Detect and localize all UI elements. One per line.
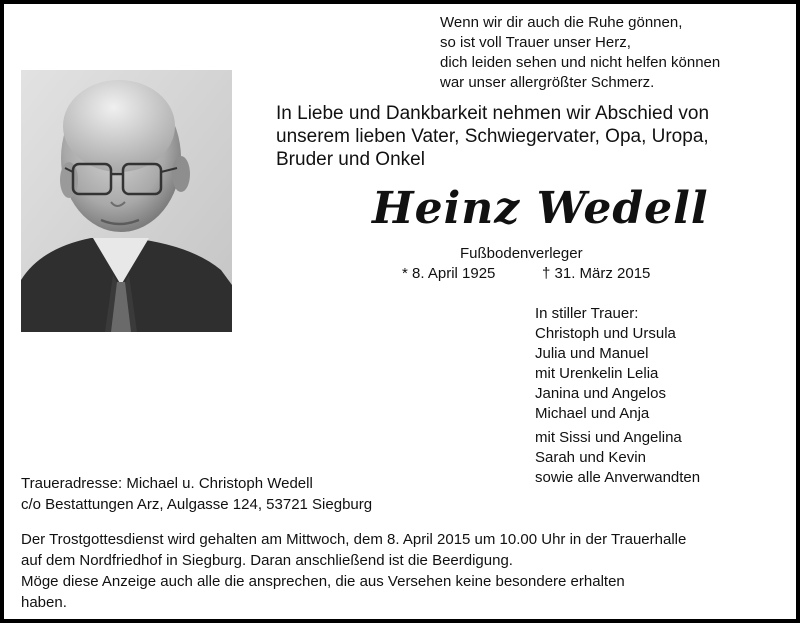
- address-line: c/o Bestattungen Arz, Aulgasse 124, 53721 Siegburg: [21, 496, 373, 513]
- service-line: Der Trostgottesdienst wird gehalten am Mittwoch, dem 8. April 2015 um 10.00 Uhr in der Trauerhalle: [21, 531, 687, 548]
- mourner-line: Christoph und Ursula: [535, 325, 676, 342]
- intro-line: Bruder und Onkel: [276, 149, 425, 170]
- mourner-line: mit Sissi und Angelina: [535, 429, 682, 446]
- poem-verse: [440, 13, 720, 93]
- portrait-photo: [21, 70, 232, 332]
- service-line: haben.: [21, 594, 67, 611]
- service-info: [21, 529, 686, 613]
- poem-line: Wenn wir dir auch die Ruhe gönnen,: [440, 14, 683, 31]
- mourner-line: Michael und Anja: [535, 405, 650, 422]
- poem-line: dich leiden sehen und nicht helfen können: [440, 54, 721, 71]
- portrait-image: [21, 70, 232, 332]
- birth-date: * 8. April 1925: [402, 265, 496, 282]
- address-line: Traueradresse: Michael u. Christoph Wedell: [21, 475, 313, 492]
- mourner-line: Janina und Angelos: [535, 385, 666, 402]
- deceased-profession: Fußbodenverleger: [460, 245, 583, 262]
- mourner-line: sowie alle Anverwandten: [535, 469, 701, 486]
- intro-line: In Liebe und Dankbarkeit nehmen wir Abschied von: [276, 103, 710, 124]
- deceased-name: Heinz Wedell: [372, 183, 709, 234]
- poem-line: so ist voll Trauer unser Herz,: [440, 34, 631, 51]
- poem-line: war unser allergrößter Schmerz.: [440, 74, 655, 91]
- death-date: † 31. März 2015: [542, 265, 651, 282]
- intro-line: unserem lieben Vater, Schwiegervater, Opa, Uropa,: [276, 126, 709, 147]
- mourners-heading: In stiller Trauer:: [535, 305, 639, 322]
- farewell-intro: [276, 102, 709, 171]
- mourning-address: [21, 473, 372, 515]
- mourner-line: Sarah und Kevin: [535, 449, 646, 466]
- life-dates: [402, 264, 651, 283]
- service-line: auf dem Nordfriedhof in Siegburg. Daran anschließend ist die Beerdigung.: [21, 552, 513, 569]
- mourner-line: mit Urenkelin Lelia: [535, 365, 659, 382]
- service-line: Möge diese Anzeige auch alle die ansprechen, die aus Versehen keine besondere erhalten: [21, 573, 625, 590]
- mourner-line: Julia und Manuel: [535, 345, 649, 362]
- mourners-list: [535, 304, 700, 488]
